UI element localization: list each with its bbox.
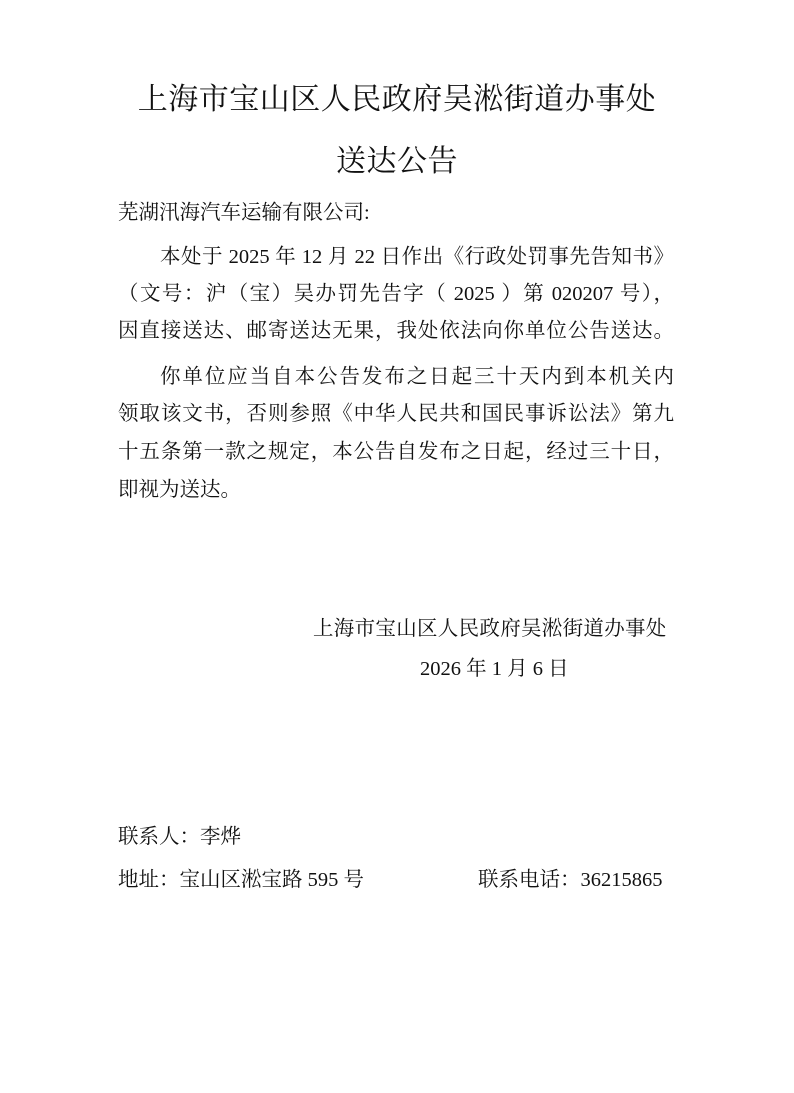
contact-address: 地址：宝山区淞宝路 595 号: [118, 869, 364, 891]
addressee: 芜湖汛海汽车运输有限公司:: [118, 202, 370, 224]
document-title: 上海市宝山区人民政府吴淞街道办事处: [137, 83, 657, 116]
issuer-signature: 上海市宝山区人民政府吴淞街道办事处: [313, 618, 667, 640]
paragraph1-line: （文号：沪（宝）吴办罚先告字（ 2025 ）第 020207 号），: [118, 283, 674, 305]
paragraph2-line: 你单位应当自本公告发布之日起三十天内到本机关内: [160, 366, 674, 388]
issue-date: 2026 年 1 月 6 日: [420, 658, 569, 680]
paragraph2-line: 十五条第一款之规定，本公告自发布之日起，经过三十日，: [118, 441, 674, 463]
contact-person: 联系人：李烨: [118, 826, 241, 848]
paragraph2-line: 领取该文书，否则参照《中华人民共和国民事诉讼法》第九: [118, 403, 674, 425]
contact-phone: 联系电话：36215865: [478, 869, 663, 891]
paragraph1-line: 因直接送达、邮寄送达无果，我处依法向你单位公告送达。: [118, 320, 674, 342]
document-subtitle: 送达公告: [336, 145, 458, 178]
paragraph2-line: 即视为送达。: [118, 479, 241, 501]
paragraph1-line: 本处于 2025 年 12 月 22 日作出《行政处罚事先告知书》: [160, 246, 674, 268]
